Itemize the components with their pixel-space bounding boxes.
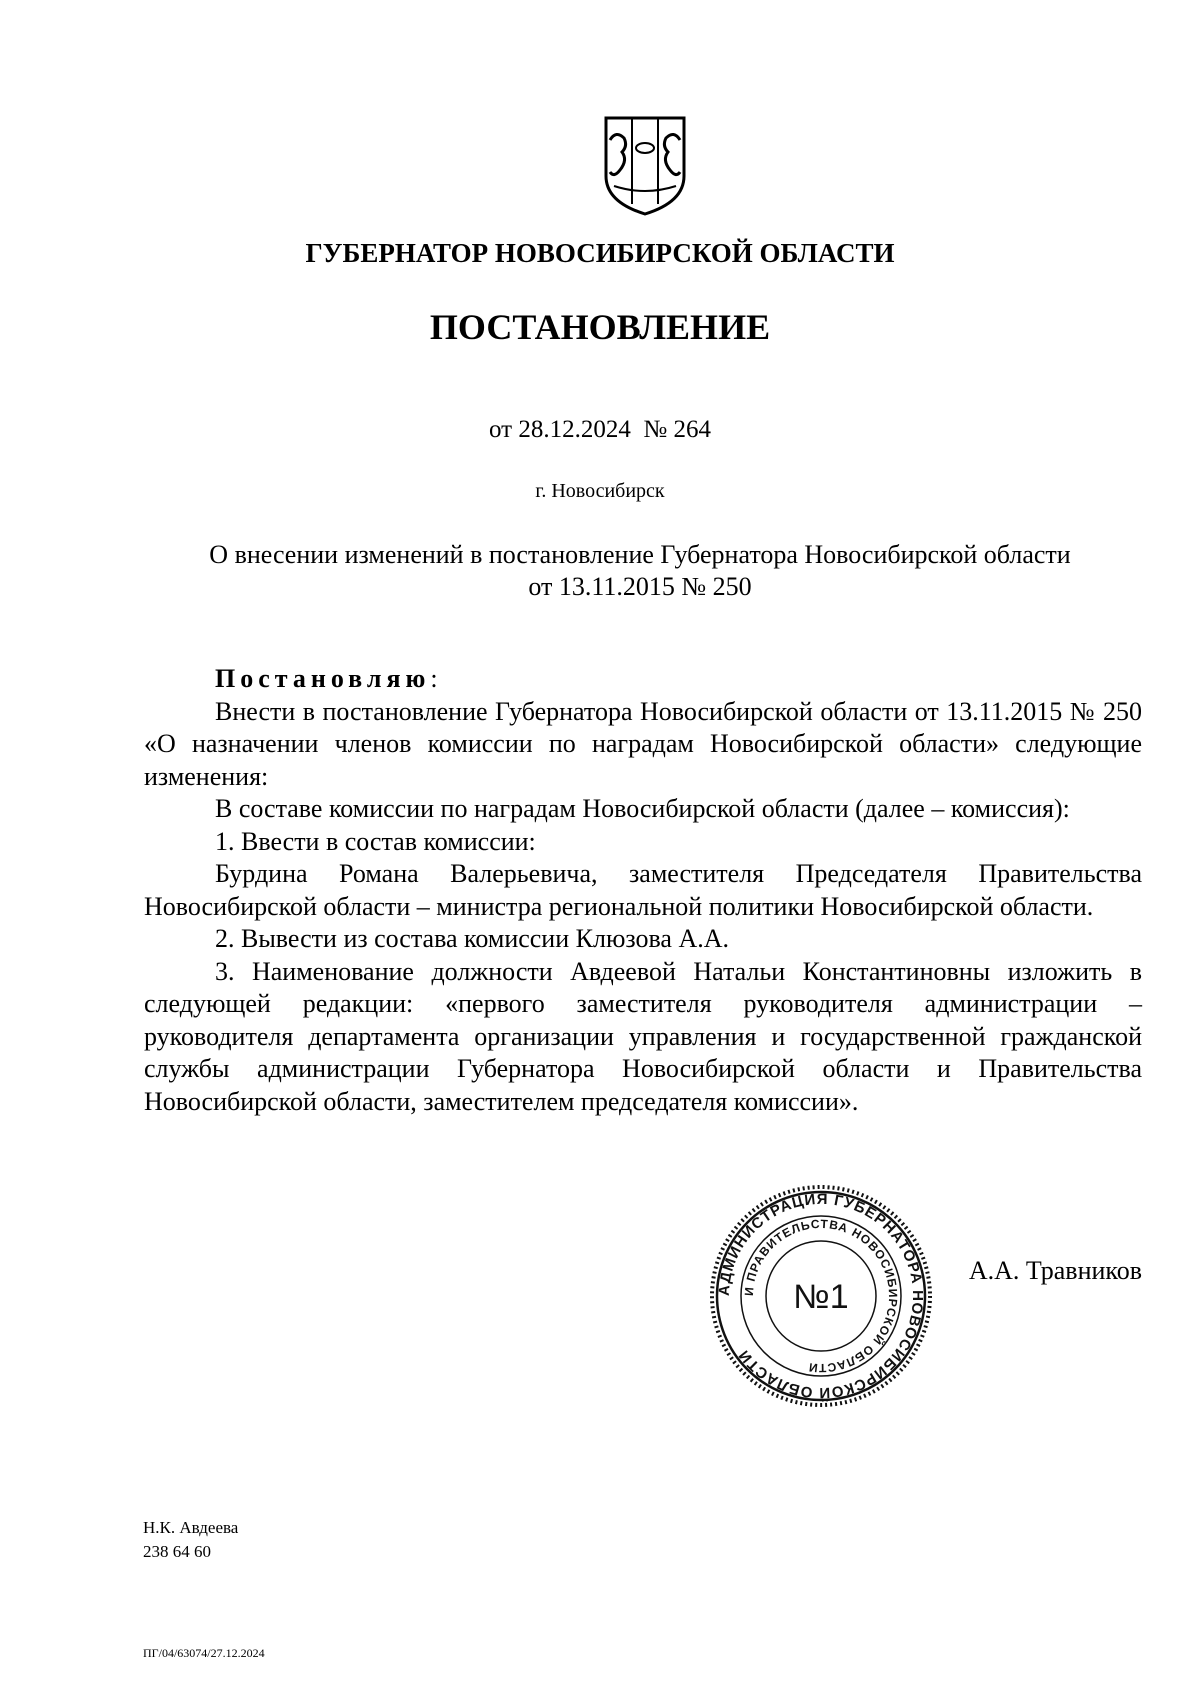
- body-paragraph: 2. Вывести из состава комиссии Клюзова А.А.: [215, 924, 730, 953]
- document-city: г. Новосибирск: [535, 480, 665, 502]
- stamp-inner-text: И ПРАВИТЕЛЬСТВА НОВОСИБИРСКОЙ ОБЛАСТИ: [741, 1216, 901, 1376]
- stamp-outer-text: АДМИНИСТРАЦИЯ ГУБЕРНАТОРА НОВОСИБИРСКОЙ ОБЛАСТИ: [715, 1190, 927, 1402]
- official-seal-stamp: [708, 1183, 934, 1409]
- coat-of-arms-emblem: [600, 112, 690, 218]
- document-body: [144, 663, 1142, 1118]
- resolve-colon: :: [430, 664, 438, 693]
- document-date-number: от 28.12.2024 № 264: [489, 416, 711, 443]
- document-subject: [140, 539, 1140, 603]
- issuing-authority: ГУБЕРНАТОР НОВОСИБИРСКОЙ ОБЛАСТИ: [305, 238, 895, 268]
- signer-name: А.А. Травников: [968, 1256, 1142, 1285]
- document-registration-code: ПГ/04/63074/27.12.2024: [143, 1646, 265, 1660]
- body-paragraph: Внести в постановление Губернатора Новосибирской области от 13.11.2015 № 250 «О назначении членов комиссии по наградам Новосибирской области» следующие изменения:: [144, 696, 1142, 791]
- resolve-word: Постановляю: [215, 664, 431, 693]
- body-paragraph: 3. Наименование должности Авдеевой Натальи Константиновны изложить в следующей редакции: «первого заместителя руководителя администрации – руководителя департамента организации управления и государственной гражданской службы администрации Губернатора Новосибирской области и Правительства Новосибирской области, заместителем председателя комиссии».: [144, 956, 1142, 1116]
- executor-name: Н.К. Авдеева: [143, 1518, 239, 1537]
- body-paragraph: В составе комиссии по наградам Новосибирской области (далее – комиссия):: [215, 794, 1070, 823]
- body-paragraph: 1. Ввести в состав комиссии:: [215, 826, 536, 856]
- subject-line-1: О внесении изменений в постановление Губернатора Новосибирской области: [209, 540, 1071, 569]
- executor-phone: 238 64 60: [143, 1542, 211, 1561]
- resolve-heading: [144, 663, 1142, 696]
- subject-line-2: от 13.11.2015 № 250: [528, 572, 752, 601]
- executor-block: [143, 1516, 238, 1564]
- stamp-number: №1: [793, 1278, 849, 1316]
- document-type: ПОСТАНОВЛЕНИЕ: [429, 307, 771, 347]
- body-paragraph: Бурдина Романа Валерьевича, заместителя Председателя Правительства Новосибирской области – министра региональной политики Новосибирской области.: [144, 859, 1142, 921]
